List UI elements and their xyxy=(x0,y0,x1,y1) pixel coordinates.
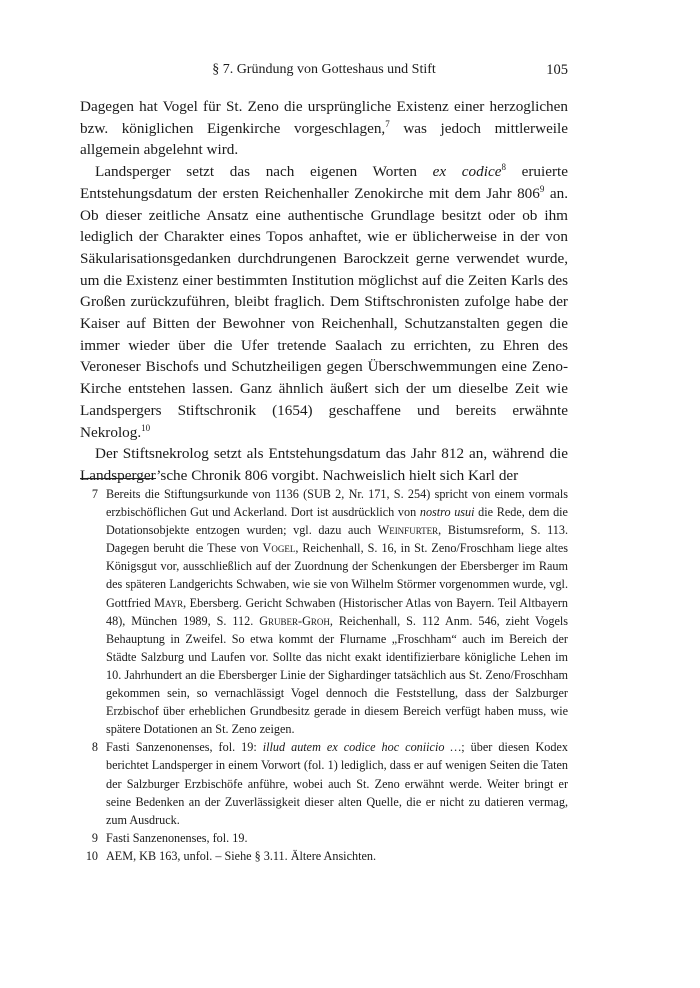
running-title: § 7. Gründung von Gotteshaus und Stift xyxy=(212,62,436,77)
paragraph-3 xyxy=(80,443,568,486)
footnote-7 xyxy=(80,485,568,738)
footnote-text: , Reichenhall, S. 112 Anm. 546, zieht Vogels Behauptung in Zweifel. So etwa kommt der Flurname „Froschham“ auch im Bereich der Städte Salzburg und Laufen vor. Sollte das nicht exakt identifizierbare königliche Lehen im 10. Jahrhundert an die Ebersberger Linie der Sighardinger tatsächlich aus St. Zeno/Froschham gekommen sein, so vernachlässigt Vogel dennoch die Feststellung, dass der Salzburger Erzbischof über erheblichen Grundbesitz gerade in diesem Bereich verfügt haben muss, wie spätere Dotationen an St. Zeno zeigen. xyxy=(106,613,569,737)
footnote-ref-9[interactable]: 9 xyxy=(539,183,545,194)
footnote-text: Fasti Sanzenonenses, fol. 19. xyxy=(106,830,248,845)
paragraph-1 xyxy=(80,96,568,161)
footnote-number: 9 xyxy=(91,830,98,845)
paragraph-2 xyxy=(80,161,568,443)
footnote-italic: nostro usui xyxy=(419,505,475,520)
footnote-text: Fasti Sanzenonenses, fol. 19: xyxy=(106,740,263,755)
footnote-ref-8[interactable]: 8 xyxy=(501,162,506,173)
paragraph-2-text-b: eruierte Entstehungsdatum der ersten Reichenhaller Zenokirche mit dem Jahr 806 xyxy=(80,163,568,202)
footnote-9 xyxy=(80,829,568,847)
author-name: Gruber-Groh xyxy=(259,613,330,628)
running-header xyxy=(80,62,568,82)
footnote-10 xyxy=(80,847,568,865)
paragraph-2-text-a: Landsperger setzt das nach eigenen Worten xyxy=(95,163,433,181)
paragraph-3-text: Der Stiftsnekrolog setzt als Entstehungsdatum das Jahr 812 an, während die Landsperger’sche Chronik 806 vorgibt. Nachweislich hielt sich Karl der xyxy=(80,445,568,484)
footnote-text: die Rede, dem die Dotationsobjekte entzogen wurden; vgl. dazu auch xyxy=(106,505,568,538)
footnote-italic: illud autem ex codice hoc coniicio … xyxy=(262,740,462,755)
author-name: Mayr xyxy=(154,595,184,610)
author-name: Vogel xyxy=(262,541,296,556)
footnote-ref-10[interactable]: 10 xyxy=(141,422,151,433)
paragraph-1-text: Dagegen hat Vogel für St. Zeno die ursprüngliche Existenz einer herzoglichen bzw. königlichen Eigenkirche vorgeschlagen, xyxy=(80,98,568,137)
main-text xyxy=(80,96,568,487)
author-name: Weinfurter xyxy=(377,523,439,538)
footnote-text: Bereits die Stiftungsurkunde von 1136 (SUB 2, Nr. 171, S. 254) spricht von einem vormals erzbischöflichen Gut und Ackerland. Dort ist ausdrücklich von xyxy=(106,487,568,520)
footnote-text: AEM, KB 163, unfol. – Siehe § 3.11. Ältere Ansichten. xyxy=(106,848,377,863)
page-number: 105 xyxy=(546,62,568,78)
latin-phrase: ex codice xyxy=(432,163,502,181)
footnote-ref-7[interactable]: 7 xyxy=(385,118,390,129)
footnote-text: ; über diesen Kodex berichtet Landsperger in einem Vorwort (fol. 1) lediglich, dass er auf wenigen Seiten die Taten der Salzburger Erzbischöfe anführe, wobei auch St. Zeno erwähnt werde. Weiter bringt er seine Bedenken an der Zuverlässigkeit dieser alten Quelle, die er nicht zu datieren vermag, zum Ausdruck. xyxy=(106,740,568,827)
footnote-number: 10 xyxy=(85,848,98,863)
footnote-number: 8 xyxy=(91,740,98,755)
footnote-text: , Bistumsreform, S. 113. Dagegen beruht die These von xyxy=(106,523,568,556)
footnote-8 xyxy=(80,738,568,828)
footnote-number: 7 xyxy=(91,487,98,501)
footnote-divider xyxy=(80,478,156,479)
footnote-text: , Reichenhall, S. 16, in St. Zeno/Froschham liege altes Königsgut vor, ausschließlich auf der Zuordnung der Schenkungen der Ebersberger im Raum des späteren Landgerichts Schwaben, wie sie von Wilhelm Störmer vorgenommen wurde, vgl. Gottfried xyxy=(106,541,568,610)
footnotes xyxy=(80,485,568,865)
footnote-text: , Ebersberg. Gericht Schwaben (Historischer Atlas von Bayern. Teil Altbayern 48), München 1989, S. 112. xyxy=(106,595,568,628)
paragraph-2-text-c: an. Ob dieser zeitliche Ansatz eine authentische Grundlage besitzt oder ob ihm lediglich der Charakter eines Topos anhaftet, wie er üblicherweise in der von Säkularisationsgedanken durchdrungenen Barockzeit gerne verwendet wurde, um die Existenz einer bestimmten Institution möglichst auf die Zeiten Karls des Großen zurückzuführen, bleibt fraglich. Dem Stiftschronisten zufolge habe der Kaiser auf Bitten der Bewohner von Reichenhall, Schutzanstalten gegen die immer wieder über die Ufer tretende Saalach zu errichten, zu Ehren des Veroneser Bischofs und Schutzheiligen gegen Überschwemmungen eine Zeno-Kirche entstehen lassen. Ganz ähnlich äußert sich der um dieselbe Zeit wie Landspergers Stiftschronik (1654) geschaffene und bereits erwähnte Nekrolog. xyxy=(80,184,568,441)
paragraph-1-tail: was jedoch mittlerweile allgemein abgelehnt wird. xyxy=(80,119,568,159)
